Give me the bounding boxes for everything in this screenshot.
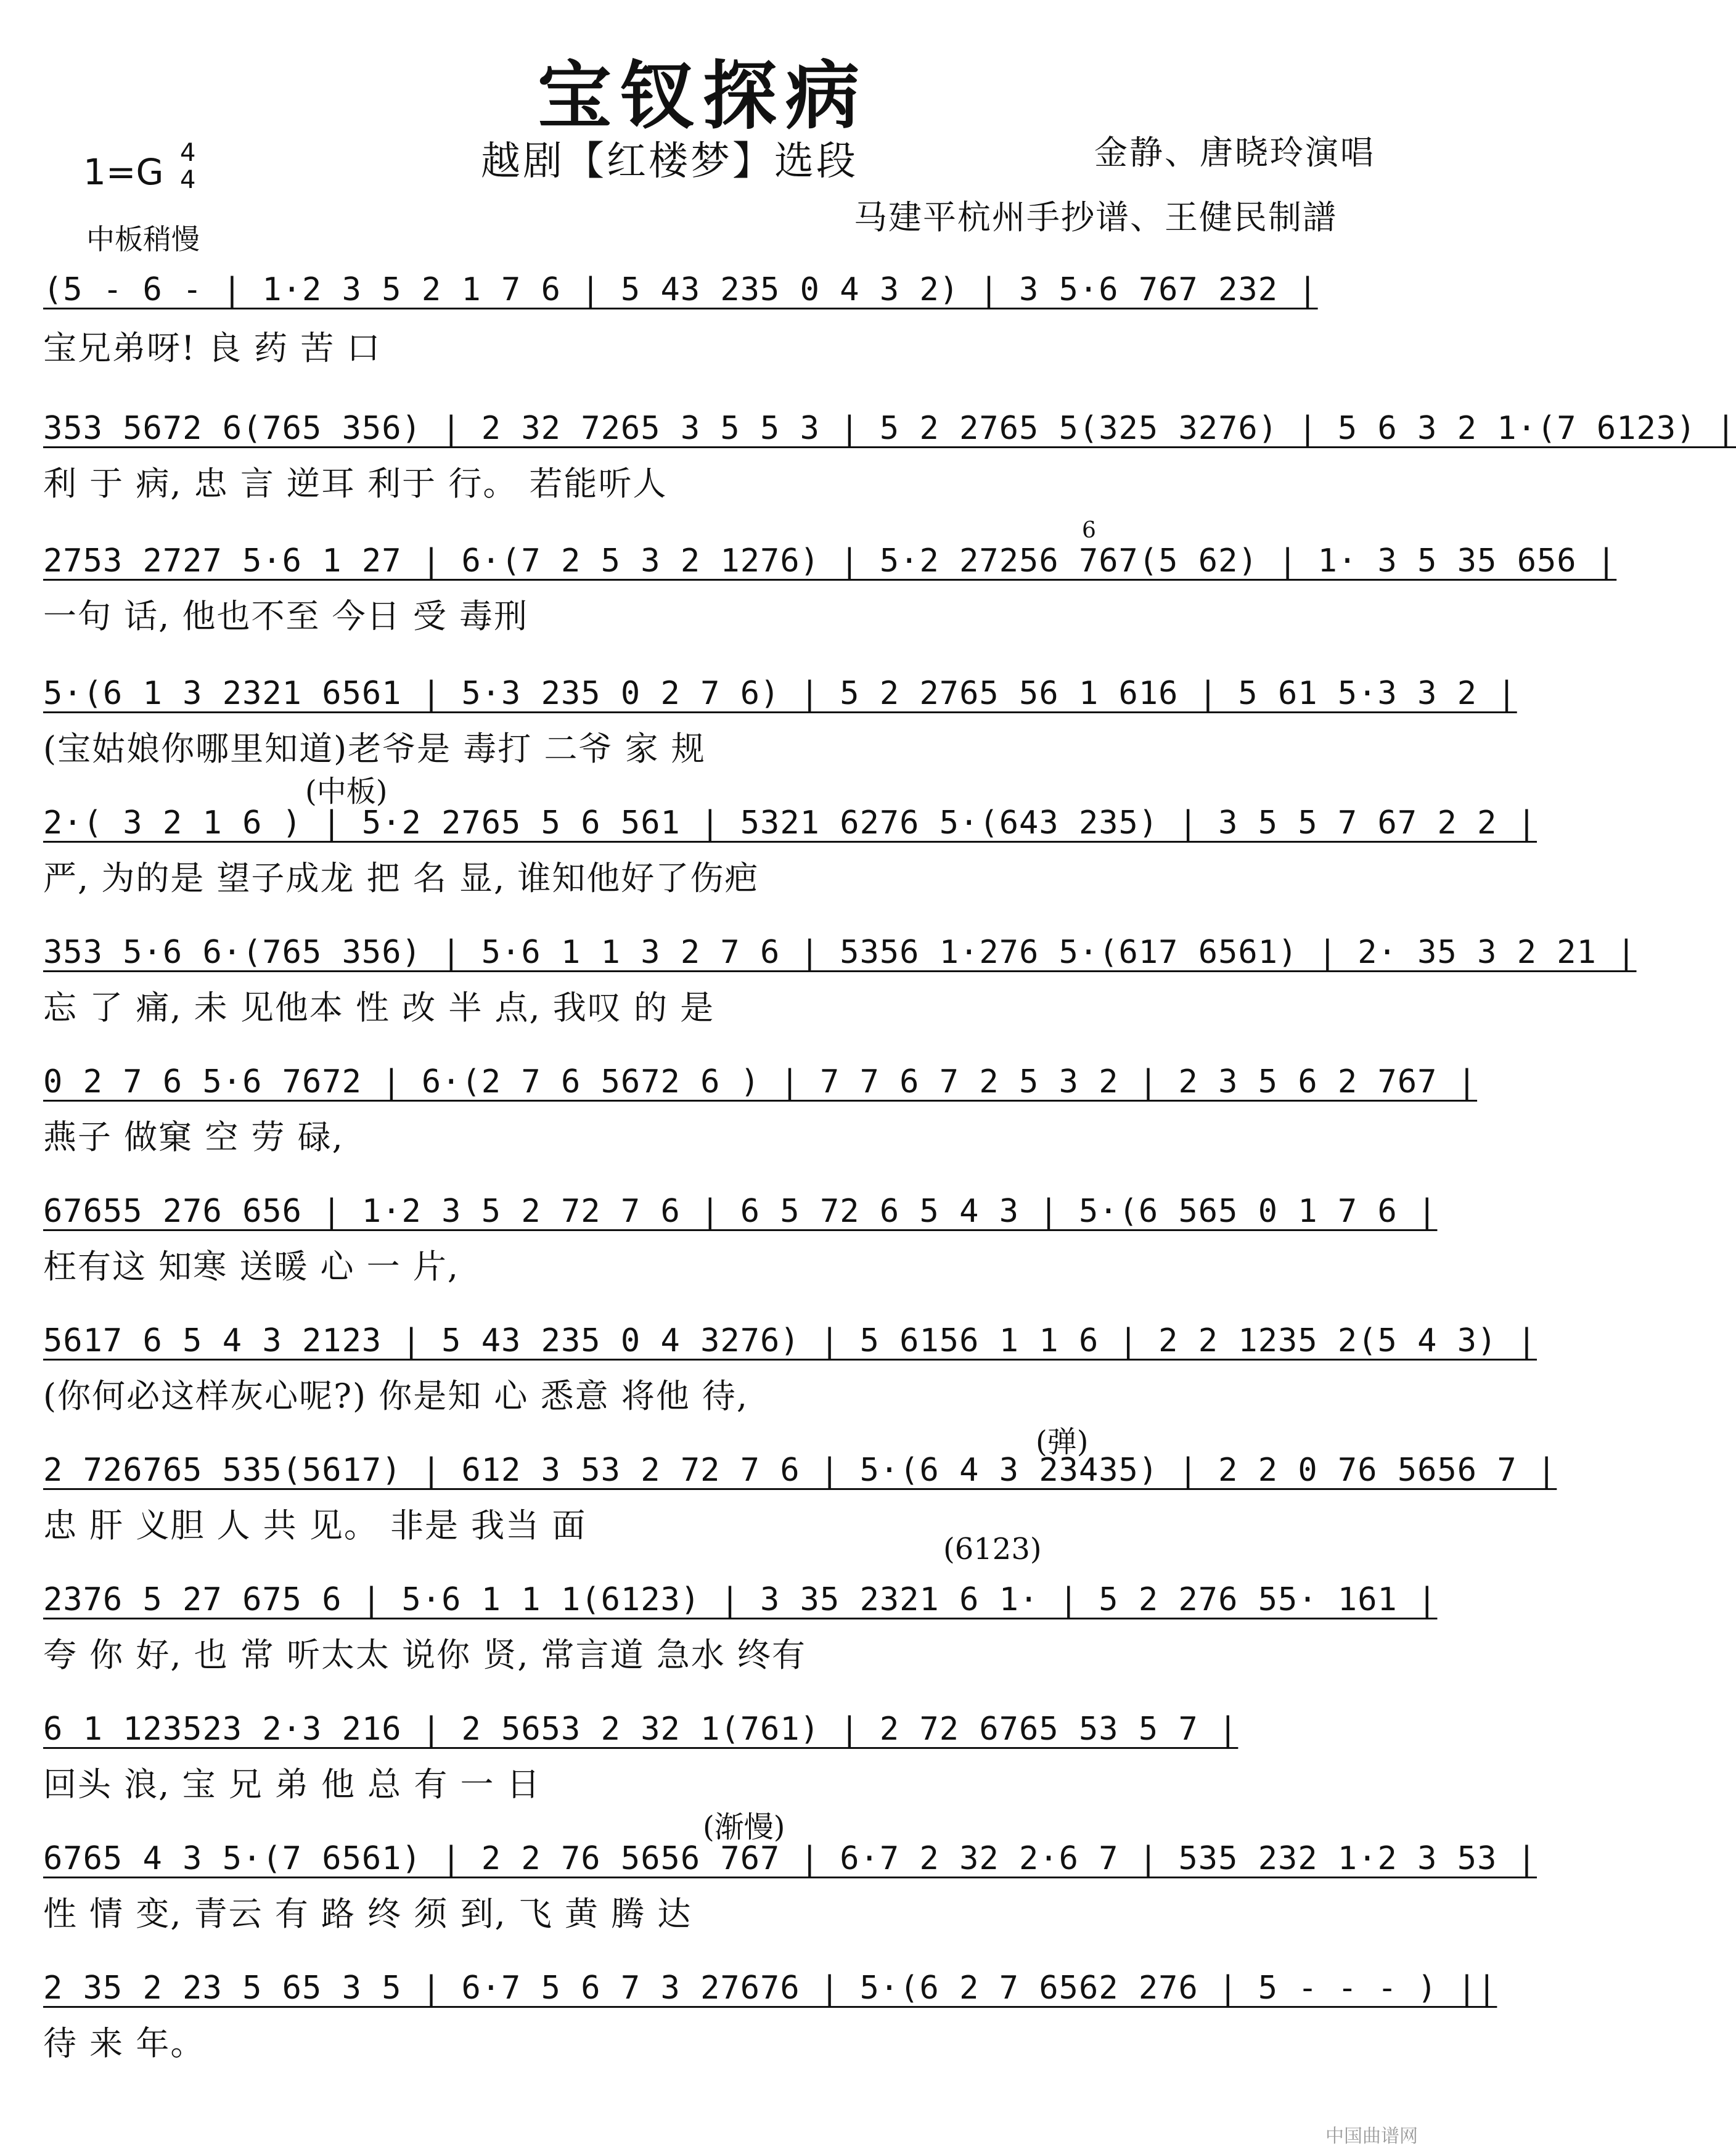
notation-line: 2 35 2 23 5 65 3 5 | 6·7 5 6 7 3 27676 | 5·(6 2 7 6562 276 | 5 - - - ) ||: [43, 1970, 1497, 2007]
tempo-change-mark: (渐慢): [703, 1810, 785, 1844]
lyrics-line: 忘 了 痛, 未 见他本 性 改 半 点, 我叹 的 是: [43, 988, 715, 1027]
tempo-marking: 中板稍慢: [86, 223, 200, 256]
measure-marker: 6: [1082, 518, 1096, 543]
notation-line: 2·( 3 2 1 6 ) | 5·2 2765 5 6 561 | 5321 6276 5·(643 235) | 3 5 5 7 67 2 2 |: [43, 804, 1537, 841]
lyrics-line: 枉有这 知寒 送暖 心 一 片,: [43, 1247, 459, 1286]
lyrics-line: 回头 浪, 宝 兄 弟 他 总 有 一 日: [43, 1765, 541, 1804]
notation-line: 5617 6 5 4 3 2123 | 5 43 235 0 4 3276) | 5 6156 1 1 6 | 2 2 1235 2(5 4 3) |: [43, 1322, 1537, 1359]
lyrics-line: 夸 你 好, 也 常 听太太 说你 贤, 常言道 急水 终有: [43, 1635, 806, 1674]
lyrics-line: 性 情 变, 青云 有 路 终 须 到, 飞 黄 腾 达: [43, 1894, 692, 1933]
technique-mark: (弹): [1036, 1425, 1089, 1459]
notation-line: 5·(6 1 3 2321 6561 | 5·3 235 0 2 7 6) | 5 2 2765 56 1 616 | 5 61 5·3 3 2 |: [43, 675, 1517, 712]
credits: 马建平杭州手抄谱、王健民制譜: [854, 198, 1337, 237]
time-signature-bottom: 4: [180, 166, 196, 194]
subtitle: 越剧【红楼梦】选段: [481, 139, 858, 184]
notation-line: 353 5·6 6·(765 356) | 5·6 1 1 3 2 7 6 | 5356 1·276 5·(617 6561) | 2· 35 3 2 21 |: [43, 934, 1637, 971]
tempo-change-mark: (中板): [305, 774, 388, 809]
lyrics-line: 一句 话, 他也不至 今日 受 毒刑: [43, 597, 528, 636]
lyrics-line: 忠 肝 义胆 人 共 见。 非是 我当 面: [43, 1506, 587, 1545]
notation-line: 0 2 7 6 5·6 7672 | 6·(2 7 6 5672 6 ) | 7 7 6 7 2 5 3 2 | 2 3 5 6 2 767 |: [43, 1063, 1478, 1100]
notation-line: 6 1 123523 2·3 216 | 2 5653 2 32 1(761) | 2 72 6765 53 5 7 |: [43, 1711, 1239, 1748]
notation-line: 2 726765 535(5617) | 612 3 53 2 72 7 6 | 5·(6 4 3 23435) | 2 2 0 76 5656 7 |: [43, 1452, 1557, 1489]
notation-line: 2753 2727 5·6 1 27 | 6·(7 2 5 3 2 1276) | 5·2 27256 767(5 62) | 1· 3 5 35 656 |: [43, 542, 1617, 579]
time-signature-top: 4: [180, 139, 196, 167]
grace-note-mark: (6123): [943, 1532, 1042, 1566]
time-signature: [180, 139, 195, 194]
site-logo: 中国曲谱网: [1325, 2126, 1418, 2147]
notation-line: 6765 4 3 5·(7 6561) | 2 2 76 5656 767 | 6·7 2 32 2·6 7 | 535 232 1·2 3 53 |: [43, 1840, 1537, 1877]
lyrics-line: (宝姑娘你哪里知道)老爷是 毒打 二爷 家 规: [43, 729, 706, 768]
singers: 金静、唐晓玲演唱: [1094, 133, 1375, 172]
page-title: 宝钗探病: [538, 52, 868, 139]
notation-line: 67655 276 656 | 1·2 3 5 2 72 7 6 | 6 5 72 6 5 4 3 | 5·(6 565 0 1 7 6 |: [43, 1193, 1438, 1230]
lyrics-line: 利 于 病, 忠 言 逆耳 利于 行。 若能听人: [43, 464, 668, 503]
lyrics-line: 严, 为的是 望子成龙 把 名 显, 谁知他好了伤疤: [43, 859, 760, 898]
notation-line: 2376 5 27 675 6 | 5·6 1 1 1(6123) | 3 35 2321 6 1· | 5 2 276 55· 161 |: [43, 1581, 1438, 1618]
key-signature: 1=G: [83, 151, 164, 193]
lyrics-line: 待 来 年。: [43, 2024, 205, 2063]
notation-line: 353 5672 6(765 356) | 2 32 7265 3 5 5 3 | 5 2 2765 5(325 3276) | 5 6 3 2 1·(7 6123) |: [43, 410, 1736, 447]
lyrics-line: 宝兄弟呀! 良 药 苦 口: [43, 329, 382, 367]
lyrics-line: 燕子 做窠 空 劳 碌,: [43, 1118, 344, 1156]
notation-line: (5 - 6 - | 1·2 3 5 2 1 7 6 | 5 43 235 0 4 3 2) | 3 5·6 767 232 |: [43, 271, 1318, 308]
lyrics-line: (你何必这样灰心呢?) 你是知 心 悉意 将他 待,: [43, 1377, 749, 1415]
